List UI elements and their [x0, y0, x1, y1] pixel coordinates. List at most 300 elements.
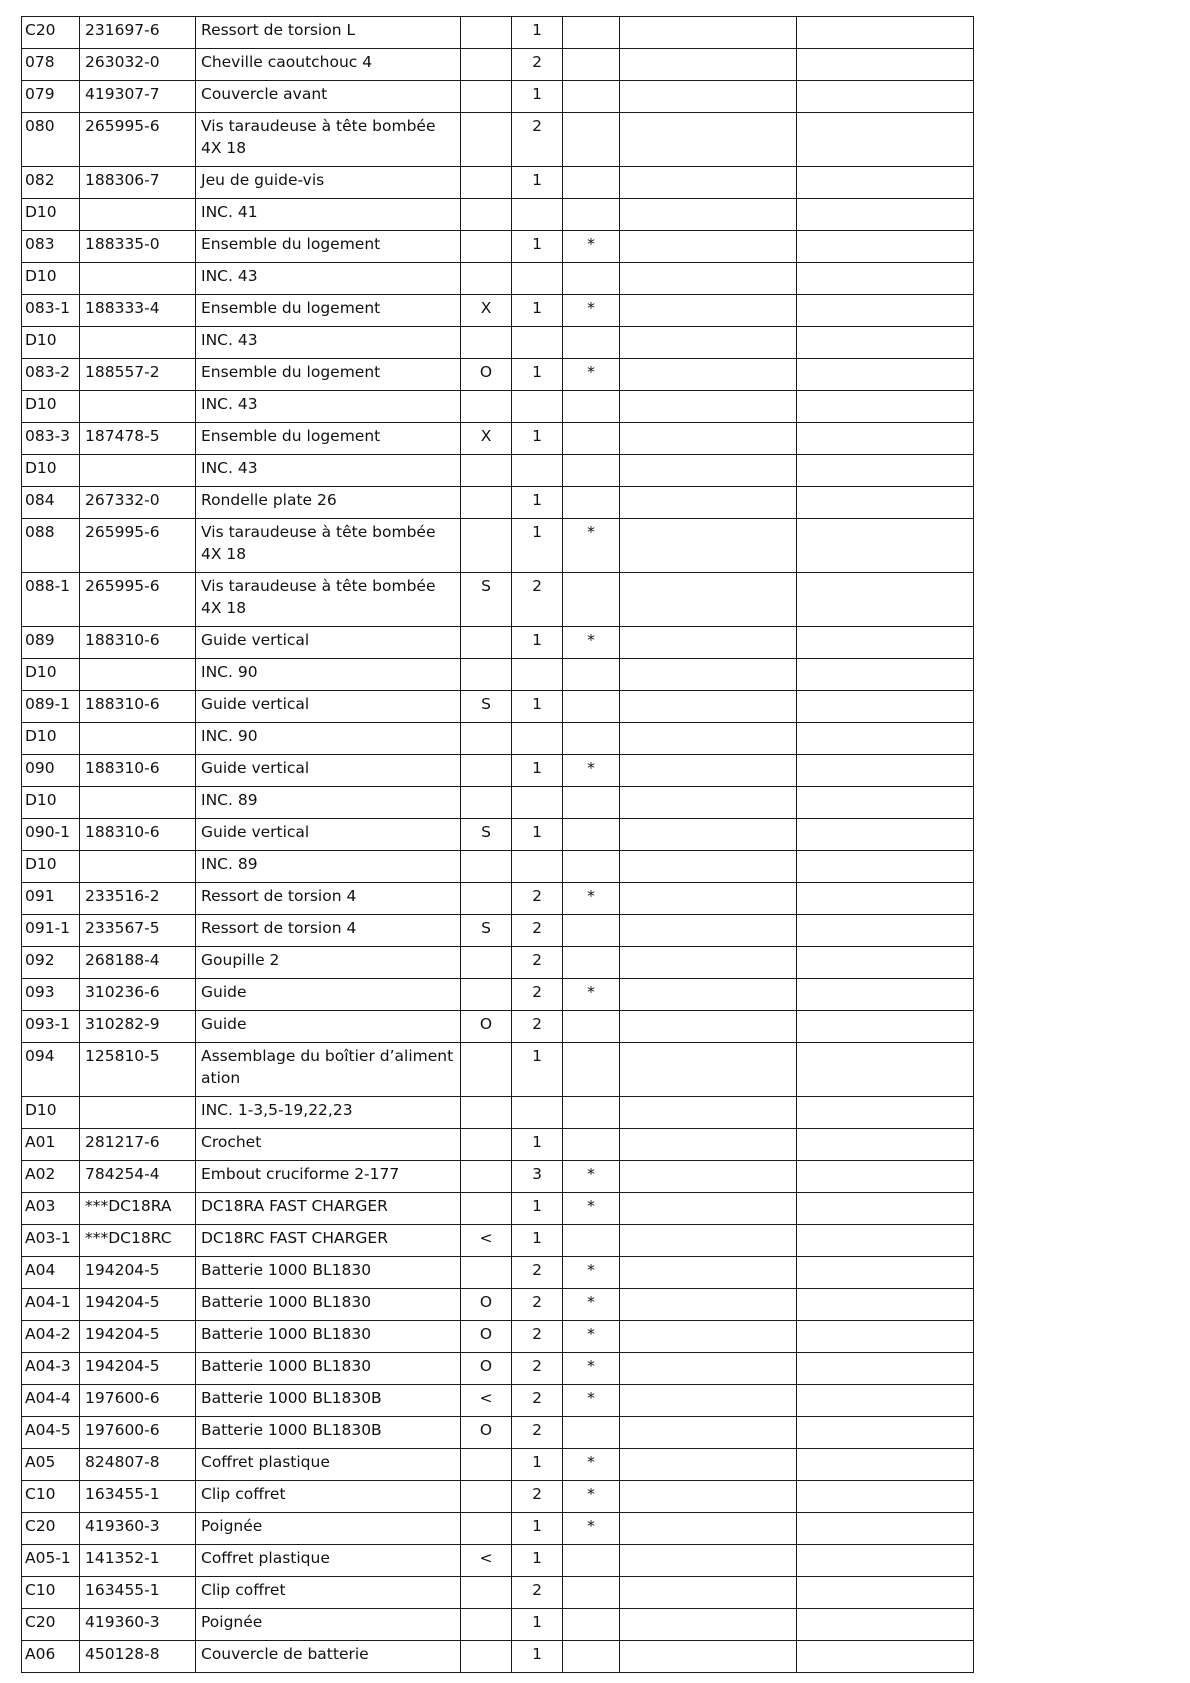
table-row [22, 947, 974, 979]
empty-cell [797, 691, 974, 723]
empty-cell [797, 1449, 974, 1481]
empty-cell [620, 755, 797, 787]
description-cell: Clip coffret [196, 1481, 461, 1513]
note-cell [461, 263, 512, 295]
table-row [22, 199, 974, 231]
empty-cell [620, 1011, 797, 1043]
description-cell: Vis taraudeuse à tête bombée 4X 18 [196, 113, 461, 167]
marker-cell: * [563, 1385, 620, 1417]
part-number-cell: ***DC18RC [80, 1225, 196, 1257]
note-cell [461, 1043, 512, 1097]
empty-cell [797, 1577, 974, 1609]
item-code-cell: 084 [22, 487, 80, 519]
note-cell [461, 487, 512, 519]
quantity-cell: 1 [512, 487, 563, 519]
description-cell: INC. 43 [196, 263, 461, 295]
empty-cell [620, 1481, 797, 1513]
item-code-cell: A06 [22, 1641, 80, 1673]
note-cell: X [461, 423, 512, 455]
part-number-cell: 268188-4 [80, 947, 196, 979]
marker-cell [563, 17, 620, 49]
empty-cell [620, 723, 797, 755]
marker-cell [563, 199, 620, 231]
description-cell: Ressort de torsion L [196, 17, 461, 49]
empty-cell [797, 915, 974, 947]
note-cell: O [461, 359, 512, 391]
item-code-cell: 093-1 [22, 1011, 80, 1043]
item-code-cell: D10 [22, 787, 80, 819]
note-cell [461, 1161, 512, 1193]
empty-cell [620, 851, 797, 883]
item-code-cell: A02 [22, 1161, 80, 1193]
note-cell [461, 755, 512, 787]
marker-cell [563, 1097, 620, 1129]
item-code-cell: A04 [22, 1257, 80, 1289]
empty-cell [620, 1257, 797, 1289]
empty-cell [620, 1353, 797, 1385]
part-number-cell [80, 199, 196, 231]
marker-cell [563, 391, 620, 423]
table-row [22, 659, 974, 691]
item-code-cell: A03-1 [22, 1225, 80, 1257]
item-code-cell: D10 [22, 199, 80, 231]
note-cell [461, 1577, 512, 1609]
description-cell: Assemblage du boîtier d’aliment ation [196, 1043, 461, 1097]
item-code-cell: A04-2 [22, 1321, 80, 1353]
part-number-cell: 419307-7 [80, 81, 196, 113]
empty-cell [797, 423, 974, 455]
marker-cell: * [563, 359, 620, 391]
marker-cell [563, 167, 620, 199]
marker-cell [563, 263, 620, 295]
table-row [22, 263, 974, 295]
empty-cell [797, 81, 974, 113]
table-row [22, 1011, 974, 1043]
part-number-cell [80, 327, 196, 359]
empty-cell [620, 519, 797, 573]
part-number-cell: ***DC18RA [80, 1193, 196, 1225]
note-cell: < [461, 1385, 512, 1417]
table-row [22, 851, 974, 883]
note-cell [461, 1097, 512, 1129]
empty-cell [797, 113, 974, 167]
note-cell: O [461, 1289, 512, 1321]
note-cell [461, 979, 512, 1011]
part-number-cell: 281217-6 [80, 1129, 196, 1161]
empty-cell [797, 1481, 974, 1513]
table-row [22, 1353, 974, 1385]
marker-cell: * [563, 755, 620, 787]
description-cell: Batterie 1000 BL1830B [196, 1385, 461, 1417]
note-cell [461, 1257, 512, 1289]
table-row [22, 819, 974, 851]
item-code-cell: A05 [22, 1449, 80, 1481]
note-cell: S [461, 691, 512, 723]
item-code-cell: A04-5 [22, 1417, 80, 1449]
empty-cell [620, 819, 797, 851]
part-number-cell: 188557-2 [80, 359, 196, 391]
empty-cell [620, 1161, 797, 1193]
description-cell: Jeu de guide-vis [196, 167, 461, 199]
note-cell [461, 231, 512, 263]
part-number-cell: 163455-1 [80, 1577, 196, 1609]
empty-cell [620, 1641, 797, 1673]
quantity-cell: 1 [512, 1641, 563, 1673]
description-cell: Embout cruciforme 2-177 [196, 1161, 461, 1193]
note-cell [461, 627, 512, 659]
table-row [22, 1513, 974, 1545]
note-cell: O [461, 1417, 512, 1449]
quantity-cell: 2 [512, 1011, 563, 1043]
description-cell: Batterie 1000 BL1830B [196, 1417, 461, 1449]
marker-cell [563, 1577, 620, 1609]
empty-cell [797, 1641, 974, 1673]
description-cell: Ensemble du logement [196, 231, 461, 263]
marker-cell [563, 1043, 620, 1097]
item-code-cell: 088 [22, 519, 80, 573]
table-row [22, 755, 974, 787]
description-cell: Poignée [196, 1609, 461, 1641]
note-cell [461, 723, 512, 755]
quantity-cell: 2 [512, 1577, 563, 1609]
quantity-cell: 2 [512, 1353, 563, 1385]
table-row [22, 1385, 974, 1417]
empty-cell [797, 231, 974, 263]
description-cell: Batterie 1000 BL1830 [196, 1257, 461, 1289]
part-number-cell: 163455-1 [80, 1481, 196, 1513]
empty-cell [797, 1321, 974, 1353]
empty-cell [620, 113, 797, 167]
table-row [22, 691, 974, 723]
empty-cell [797, 391, 974, 423]
note-cell: S [461, 573, 512, 627]
table-row [22, 327, 974, 359]
empty-cell [797, 295, 974, 327]
item-code-cell: D10 [22, 263, 80, 295]
item-code-cell: C20 [22, 1609, 80, 1641]
note-cell [461, 1481, 512, 1513]
empty-cell [620, 1513, 797, 1545]
quantity-cell: 1 [512, 167, 563, 199]
table-row [22, 1043, 974, 1097]
description-cell: Batterie 1000 BL1830 [196, 1321, 461, 1353]
item-code-cell: A04-3 [22, 1353, 80, 1385]
empty-cell [620, 423, 797, 455]
table-row [22, 359, 974, 391]
part-number-cell: 188310-6 [80, 755, 196, 787]
marker-cell [563, 947, 620, 979]
empty-cell [797, 573, 974, 627]
quantity-cell: 1 [512, 1043, 563, 1097]
empty-cell [797, 1353, 974, 1385]
description-cell: INC. 90 [196, 659, 461, 691]
item-code-cell: 083-1 [22, 295, 80, 327]
part-number-cell: 233567-5 [80, 915, 196, 947]
description-cell: INC. 89 [196, 787, 461, 819]
description-cell: INC. 1-3,5-19,22,23 [196, 1097, 461, 1129]
empty-cell [797, 947, 974, 979]
part-number-cell: 310282-9 [80, 1011, 196, 1043]
table-row [22, 1321, 974, 1353]
description-cell: DC18RC FAST CHARGER [196, 1225, 461, 1257]
marker-cell: * [563, 1321, 620, 1353]
quantity-cell: 1 [512, 755, 563, 787]
table-row [22, 1129, 974, 1161]
marker-cell [563, 423, 620, 455]
marker-cell: * [563, 295, 620, 327]
quantity-cell: 2 [512, 915, 563, 947]
description-cell: Vis taraudeuse à tête bombée 4X 18 [196, 573, 461, 627]
description-cell: Coffret plastique [196, 1545, 461, 1577]
marker-cell [563, 723, 620, 755]
empty-cell [620, 627, 797, 659]
marker-cell: * [563, 1513, 620, 1545]
description-cell: INC. 43 [196, 391, 461, 423]
part-number-cell: 187478-5 [80, 423, 196, 455]
empty-cell [797, 819, 974, 851]
item-code-cell: 079 [22, 81, 80, 113]
marker-cell [563, 81, 620, 113]
note-cell [461, 1449, 512, 1481]
empty-cell [620, 1609, 797, 1641]
description-cell: Goupille 2 [196, 947, 461, 979]
empty-cell [797, 487, 974, 519]
quantity-cell: 2 [512, 883, 563, 915]
marker-cell: * [563, 231, 620, 263]
quantity-cell: 1 [512, 1545, 563, 1577]
description-cell: Ressort de torsion 4 [196, 883, 461, 915]
table-row [22, 723, 974, 755]
empty-cell [797, 883, 974, 915]
quantity-cell: 2 [512, 1257, 563, 1289]
empty-cell [620, 199, 797, 231]
table-row [22, 519, 974, 573]
note-cell [461, 787, 512, 819]
description-cell: INC. 90 [196, 723, 461, 755]
table-row [22, 1417, 974, 1449]
empty-cell [620, 883, 797, 915]
quantity-cell: 1 [512, 295, 563, 327]
quantity-cell: 2 [512, 113, 563, 167]
quantity-cell: 1 [512, 1609, 563, 1641]
marker-cell: * [563, 1193, 620, 1225]
note-cell [461, 391, 512, 423]
empty-cell [620, 573, 797, 627]
item-code-cell: A01 [22, 1129, 80, 1161]
marker-cell [563, 49, 620, 81]
marker-cell [563, 1129, 620, 1161]
description-cell: Guide [196, 1011, 461, 1043]
empty-cell [797, 627, 974, 659]
part-number-cell: 188310-6 [80, 819, 196, 851]
note-cell [461, 659, 512, 691]
note-cell: < [461, 1545, 512, 1577]
empty-cell [797, 1417, 974, 1449]
table-row [22, 295, 974, 327]
empty-cell [620, 1289, 797, 1321]
part-number-cell: 267332-0 [80, 487, 196, 519]
part-number-cell: 188310-6 [80, 691, 196, 723]
empty-cell [620, 17, 797, 49]
empty-cell [620, 787, 797, 819]
table-row [22, 979, 974, 1011]
empty-cell [620, 231, 797, 263]
empty-cell [620, 1225, 797, 1257]
item-code-cell: D10 [22, 1097, 80, 1129]
part-number-cell [80, 787, 196, 819]
quantity-cell [512, 723, 563, 755]
description-cell: Guide vertical [196, 627, 461, 659]
empty-cell [620, 391, 797, 423]
item-code-cell: A04-1 [22, 1289, 80, 1321]
marker-cell [563, 113, 620, 167]
item-code-cell: 094 [22, 1043, 80, 1097]
empty-cell [797, 1129, 974, 1161]
empty-cell [797, 199, 974, 231]
table-row [22, 17, 974, 49]
note-cell [461, 851, 512, 883]
item-code-cell: A05-1 [22, 1545, 80, 1577]
empty-cell [797, 1161, 974, 1193]
quantity-cell: 1 [512, 1129, 563, 1161]
empty-cell [620, 359, 797, 391]
part-number-cell: 419360-3 [80, 1513, 196, 1545]
quantity-cell: 2 [512, 1417, 563, 1449]
note-cell [461, 167, 512, 199]
empty-cell [620, 1043, 797, 1097]
item-code-cell: A04-4 [22, 1385, 80, 1417]
description-cell: Ensemble du logement [196, 359, 461, 391]
table-row [22, 1609, 974, 1641]
part-number-cell [80, 263, 196, 295]
marker-cell: * [563, 1289, 620, 1321]
note-cell [461, 1129, 512, 1161]
item-code-cell: 091-1 [22, 915, 80, 947]
part-number-cell [80, 659, 196, 691]
empty-cell [797, 1257, 974, 1289]
quantity-cell: 1 [512, 231, 563, 263]
empty-cell [797, 979, 974, 1011]
marker-cell: * [563, 1353, 620, 1385]
part-number-cell [80, 391, 196, 423]
note-cell: < [461, 1225, 512, 1257]
note-cell [461, 1609, 512, 1641]
quantity-cell: 1 [512, 17, 563, 49]
empty-cell [620, 1577, 797, 1609]
note-cell [461, 199, 512, 231]
quantity-cell: 1 [512, 1449, 563, 1481]
description-cell: Ressort de torsion 4 [196, 915, 461, 947]
description-cell: INC. 43 [196, 455, 461, 487]
empty-cell [797, 359, 974, 391]
marker-cell [563, 787, 620, 819]
marker-cell [563, 659, 620, 691]
note-cell [461, 947, 512, 979]
quantity-cell [512, 391, 563, 423]
part-number-cell: 194204-5 [80, 1257, 196, 1289]
description-cell: Batterie 1000 BL1830 [196, 1353, 461, 1385]
marker-cell [563, 327, 620, 359]
note-cell [461, 1193, 512, 1225]
empty-cell [797, 49, 974, 81]
description-cell: Cheville caoutchouc 4 [196, 49, 461, 81]
note-cell [461, 17, 512, 49]
parts-list-body [22, 17, 974, 1673]
empty-cell [797, 659, 974, 691]
empty-cell [620, 327, 797, 359]
table-row [22, 627, 974, 659]
description-cell: Couvercle de batterie [196, 1641, 461, 1673]
marker-cell [563, 455, 620, 487]
empty-cell [797, 1193, 974, 1225]
part-number-cell: 233516-2 [80, 883, 196, 915]
item-code-cell: 091 [22, 883, 80, 915]
table-row [22, 787, 974, 819]
part-number-cell: 188310-6 [80, 627, 196, 659]
empty-cell [620, 1193, 797, 1225]
quantity-cell: 1 [512, 627, 563, 659]
quantity-cell: 1 [512, 691, 563, 723]
table-row [22, 455, 974, 487]
description-cell: Poignée [196, 1513, 461, 1545]
part-number-cell [80, 1097, 196, 1129]
empty-cell [620, 263, 797, 295]
empty-cell [620, 1321, 797, 1353]
part-number-cell: 231697-6 [80, 17, 196, 49]
note-cell [461, 113, 512, 167]
marker-cell: * [563, 627, 620, 659]
empty-cell [797, 1011, 974, 1043]
empty-cell [797, 167, 974, 199]
marker-cell: * [563, 979, 620, 1011]
marker-cell [563, 1545, 620, 1577]
description-cell: Crochet [196, 1129, 461, 1161]
part-number-cell: 188335-0 [80, 231, 196, 263]
part-number-cell: 265995-6 [80, 573, 196, 627]
part-number-cell: 784254-4 [80, 1161, 196, 1193]
item-code-cell: 089 [22, 627, 80, 659]
note-cell [461, 519, 512, 573]
empty-cell [797, 723, 974, 755]
part-number-cell: 194204-5 [80, 1353, 196, 1385]
empty-cell [797, 327, 974, 359]
empty-cell [797, 1043, 974, 1097]
note-cell [461, 81, 512, 113]
marker-cell [563, 851, 620, 883]
description-cell: Ensemble du logement [196, 423, 461, 455]
description-cell: Batterie 1000 BL1830 [196, 1289, 461, 1321]
part-number-cell: 419360-3 [80, 1609, 196, 1641]
note-cell [461, 1513, 512, 1545]
marker-cell [563, 915, 620, 947]
empty-cell [620, 167, 797, 199]
part-number-cell: 310236-6 [80, 979, 196, 1011]
empty-cell [797, 1545, 974, 1577]
note-cell: O [461, 1011, 512, 1043]
table-row [22, 167, 974, 199]
empty-cell [620, 1545, 797, 1577]
quantity-cell: 1 [512, 359, 563, 391]
empty-cell [797, 1097, 974, 1129]
empty-cell [620, 81, 797, 113]
table-row [22, 1545, 974, 1577]
empty-cell [797, 851, 974, 883]
quantity-cell: 2 [512, 947, 563, 979]
quantity-cell: 3 [512, 1161, 563, 1193]
marker-cell [563, 1011, 620, 1043]
item-code-cell: 083 [22, 231, 80, 263]
marker-cell [563, 1417, 620, 1449]
